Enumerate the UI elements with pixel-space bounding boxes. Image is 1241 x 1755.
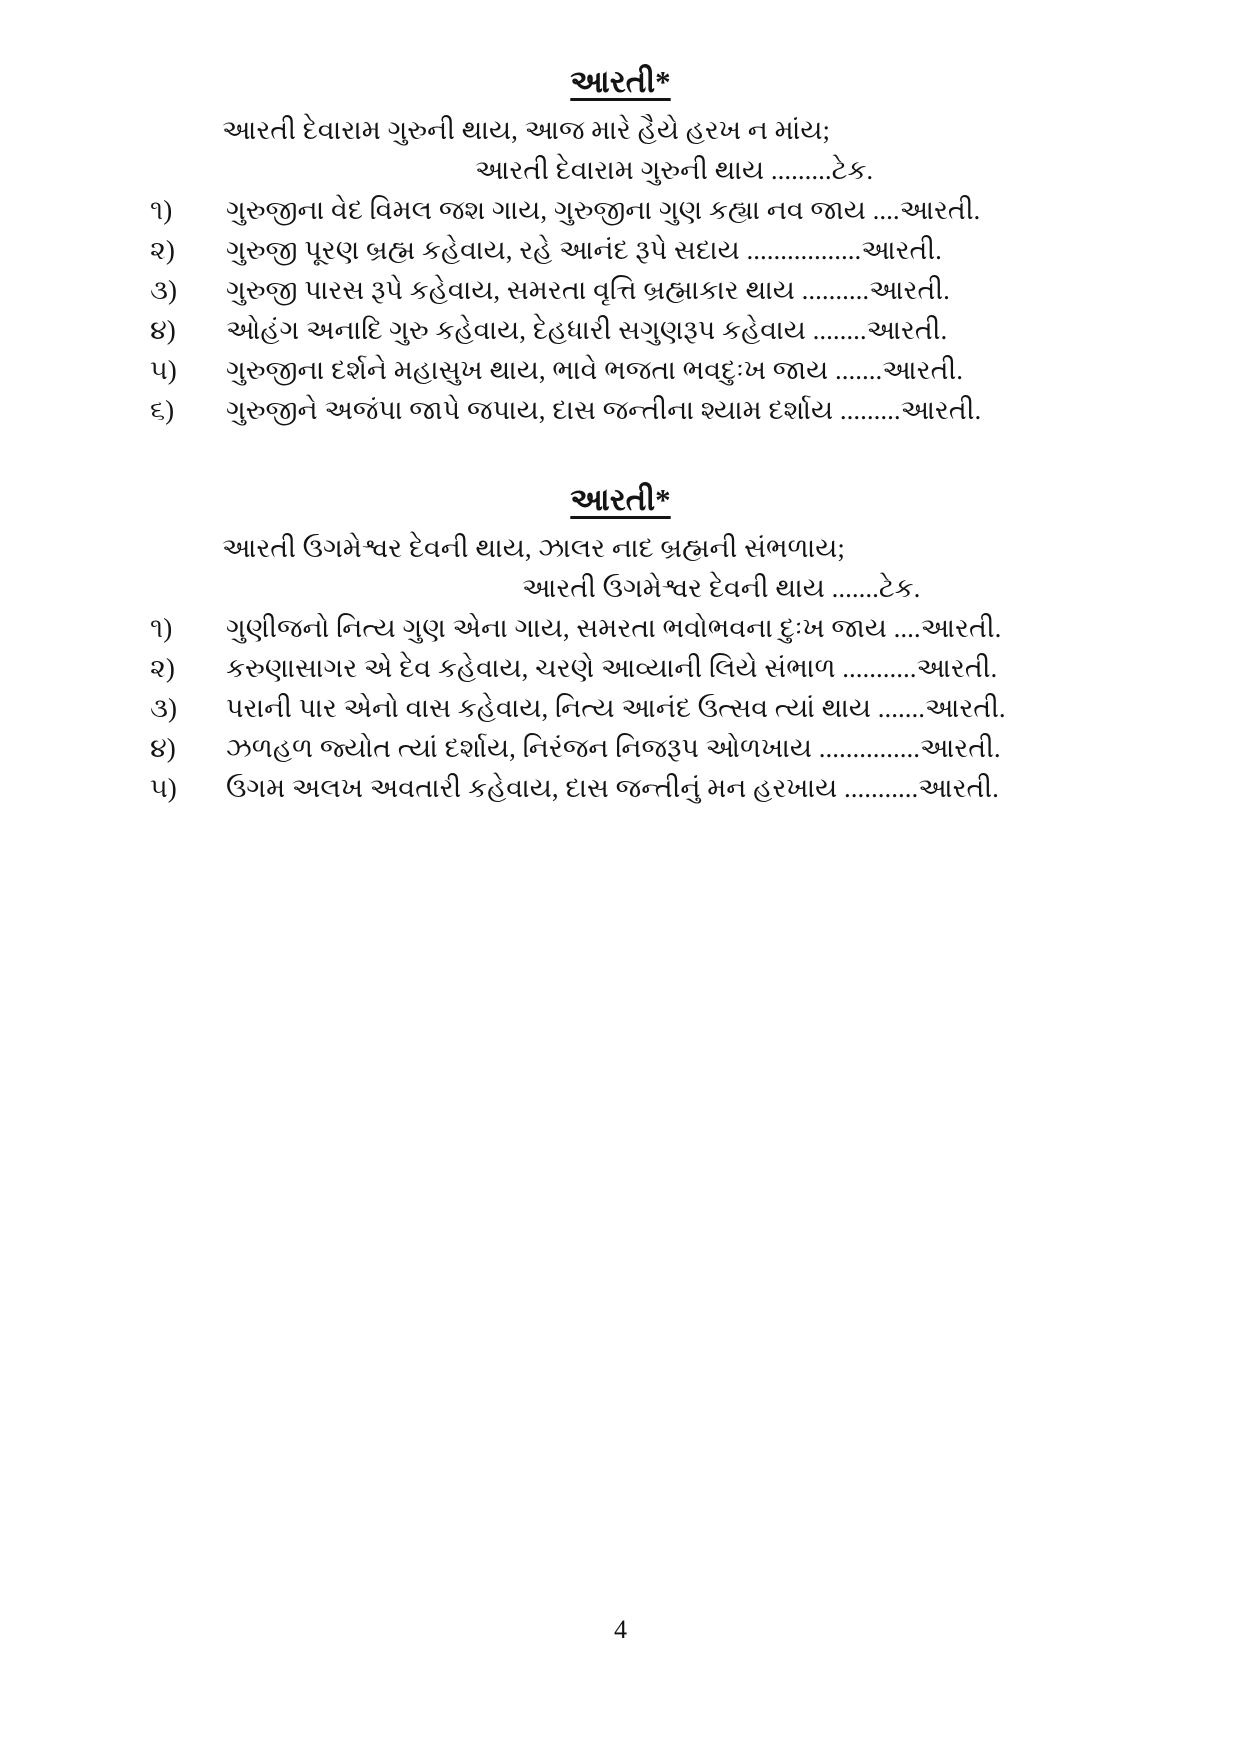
verse-number: ૪) xyxy=(150,733,176,763)
verse-row xyxy=(0,190,1241,230)
verse-row xyxy=(0,608,1241,648)
verse-text: ઝળહળ જ્યોત ત્યાં દર્શાય, નિરંજન નિજરૂપ ઓળખાય ...............આરતી. xyxy=(226,733,1001,763)
verse-text: ગુરુજીને અજંપા જાપે જપાય, દાસ જન્તીના શ્યામ દર્શાય .........આરતી. xyxy=(226,395,982,425)
opening-line: આરતી દેવારામ ગુરુની થાય, આજ મારે હૈયે હરખ ન માંય; xyxy=(222,115,830,145)
section-title-text: આરતી* xyxy=(570,64,671,99)
verse-text: ગુણીજનો નિત્ય ગુણ એના ગાય, સમરતા ભવોભવના દુઃખ જાય ....આરતી. xyxy=(226,613,1002,643)
verse-text: ગુરુજી પૂરણ બ્રહ્મ કહેવાય, રહે આનંદ રૂપે સદાય .................આરતી. xyxy=(226,235,942,265)
verse-number: ૫) xyxy=(150,773,177,803)
verse-row xyxy=(0,688,1241,728)
verse-row xyxy=(0,390,1241,430)
verse-number: ૧) xyxy=(150,195,173,225)
verse-text: પરાની પાર એનો વાસ કહેવાય, નિત્ય આનંદ ઉત્સવ ત્યાં થાય .......આરતી. xyxy=(226,693,1006,723)
page-number: 4 xyxy=(614,1615,627,1644)
section-title xyxy=(0,62,1241,102)
verse-row xyxy=(0,648,1241,688)
opening-line: આરતી ઉગમેશ્વર દેવની થાય, ઝાલર નાદ બ્રહ્મની સંભળાય; xyxy=(222,533,845,563)
verse-number: ૬) xyxy=(150,395,175,425)
verse-number: ૩) xyxy=(150,275,177,305)
verse-text: કરુણાસાગર એ દેવ કહેવાય, ચરણે આવ્યાની લિયે સંભાળ ...........આરતી. xyxy=(226,653,998,683)
verse-row xyxy=(0,350,1241,390)
verse-row xyxy=(0,768,1241,808)
verse-number: ૧) xyxy=(150,613,173,643)
verse-text: ઓહંગ અનાદિ ગુરુ કહેવાય, દેહધારી સગુણરૂપ કહેવાય ........આરતી. xyxy=(226,315,948,345)
verse-number: ૫) xyxy=(150,355,177,385)
verse-row xyxy=(0,230,1241,270)
verse-number: ૨) xyxy=(150,235,175,265)
verse-number: ૨) xyxy=(150,653,175,683)
aarti-section-2 xyxy=(0,480,1241,808)
verse-row xyxy=(0,270,1241,310)
aarti-section-1 xyxy=(0,62,1241,430)
refrain-line: આરતી દેવારામ ગુરુની થાય .........ટેક. xyxy=(475,155,874,185)
section-title xyxy=(0,480,1241,520)
verse-row xyxy=(0,310,1241,350)
verse-number: ૩) xyxy=(150,693,177,723)
verse-text: ગુરુજી પારસ રૂપે કહેવાય, સમરતા વૃત્તિ બ્રહ્માકાર થાય ..........આરતી. xyxy=(226,275,950,305)
verse-text: ગુરુજીના વેદ વિમલ જશ ગાય, ગુરુજીના ગુણ કહ્યા નવ જાય ....આરતી. xyxy=(226,195,981,225)
verse-number: ૪) xyxy=(150,315,176,345)
refrain-line: આરતી ઉગમેશ્વર દેવની થાય .......ટેક. xyxy=(522,573,921,603)
verse-row xyxy=(0,728,1241,768)
verse-text: ગુરુજીના દર્શને મહાસુખ થાય, ભાવે ભજતા ભવદુઃખ જાય .......આરતી. xyxy=(226,355,963,385)
section-title-text: આરતી* xyxy=(570,482,671,517)
verse-text: ઉગમ અલખ અવતારી કહેવાય, દાસ જન્તીનું મન હરખાય ...........આરતી. xyxy=(226,773,999,803)
